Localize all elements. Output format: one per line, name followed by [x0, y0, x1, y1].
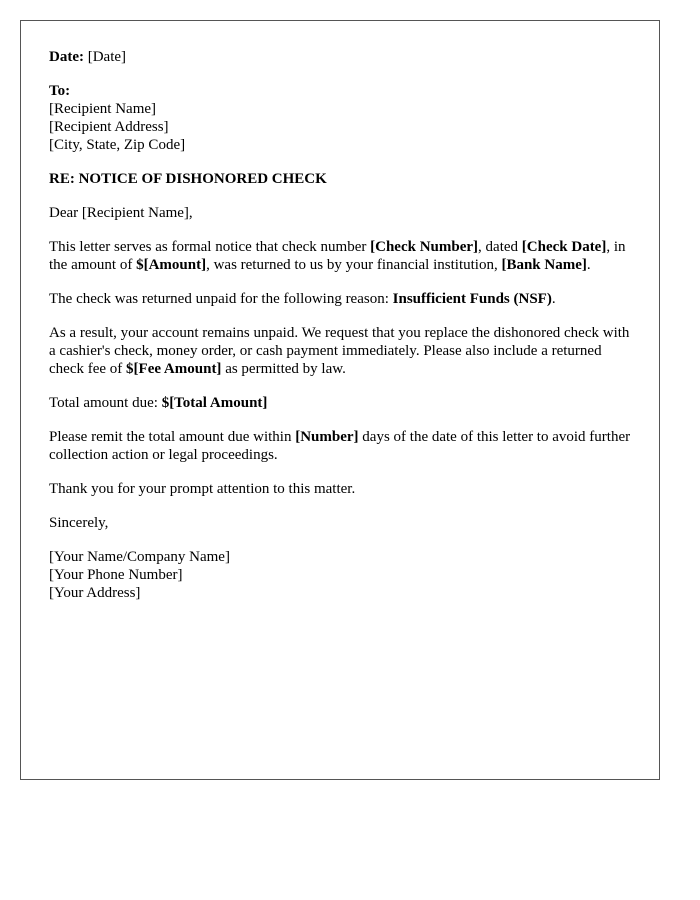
total-amount: $[Total Amount]	[161, 395, 268, 411]
recipient-name: [Recipient Name]	[49, 101, 157, 117]
notice-paragraph	[49, 238, 631, 274]
bank-name: [Bank Name]	[501, 257, 587, 273]
salutation: Dear [Recipient Name],	[49, 205, 193, 221]
subject-text: RE: NOTICE OF DISHONORED CHECK	[49, 171, 327, 187]
deadline-paragraph	[49, 428, 631, 464]
request-text-2: as permitted by law.	[221, 361, 346, 377]
check-amount: $[Amount]	[136, 257, 207, 273]
letter-page	[20, 20, 660, 780]
notice-text-1: This letter serves as formal notice that check number	[49, 239, 371, 255]
closing-line: Sincerely,	[49, 515, 109, 531]
subject-line	[49, 170, 631, 188]
check-number: [Check Number]	[370, 239, 479, 255]
deadline-days: [Number]	[295, 429, 359, 445]
return-reason: Insufficient Funds (NSF)	[392, 291, 552, 307]
to-label: To:	[49, 83, 71, 99]
reason-text-2: .	[551, 291, 556, 307]
notice-text-2: , dated	[478, 239, 522, 255]
notice-text-4: , was returned to us by your financial institution,	[206, 257, 502, 273]
notice-text-5: .	[586, 257, 591, 273]
signature-block	[49, 548, 631, 602]
total-label: Total amount due:	[49, 395, 162, 411]
recipient-address: [Recipient Address]	[49, 119, 169, 135]
date-label: Date:	[49, 49, 84, 65]
deadline-text-1: Please remit the total amount due within	[49, 429, 296, 445]
recipient-city-state-zip: [City, State, Zip Code]	[49, 137, 186, 153]
request-paragraph	[49, 324, 631, 378]
thanks-line: Thank you for your prompt attention to this matter.	[49, 481, 356, 497]
date-value: [Date]	[87, 49, 127, 65]
sender-address: [Your Address]	[49, 585, 141, 601]
deadline-text-2: days of the date of this letter to avoid further collection action or legal proceedings.	[49, 429, 631, 463]
sender-name: [Your Name/Company Name]	[49, 549, 230, 565]
reason-text-1: The check was returned unpaid for the following reason:	[49, 291, 393, 307]
total-line	[49, 394, 631, 412]
sender-phone: [Your Phone Number]	[49, 567, 183, 583]
fee-amount: $[Fee Amount]	[126, 361, 222, 377]
recipient-block	[49, 82, 631, 154]
reason-paragraph	[49, 290, 631, 308]
notice-text-3: , in the amount of	[49, 239, 626, 273]
request-text-1: As a result, your account remains unpaid. We request that you replace the dishonored check with a cashier's check, money order, or cash payment immediately. Please also include a returned check fee of	[49, 325, 630, 377]
date-line	[49, 48, 631, 66]
check-date: [Check Date]	[521, 239, 607, 255]
